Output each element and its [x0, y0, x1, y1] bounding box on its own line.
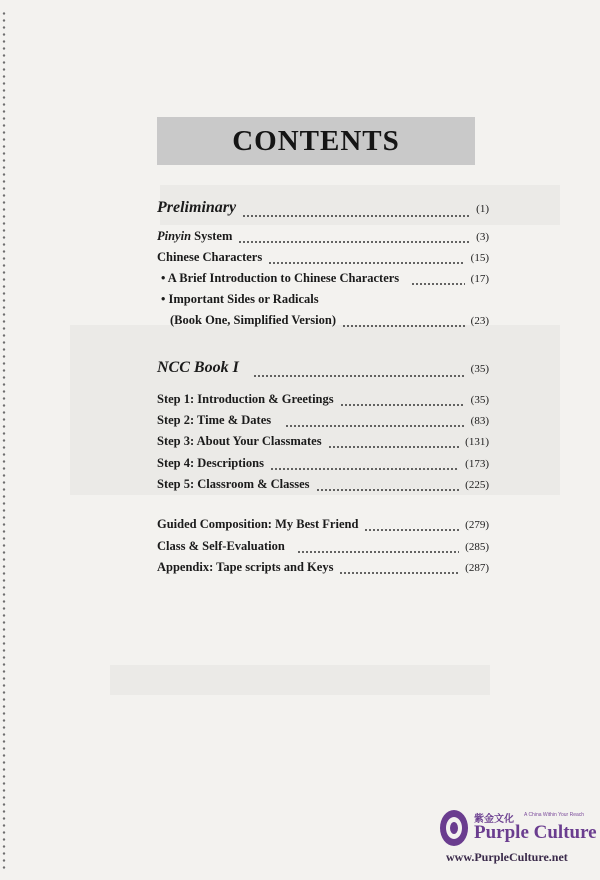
toc-page: (279)	[465, 519, 489, 531]
toc-page: (1)	[476, 203, 489, 215]
dot-leader	[364, 529, 459, 531]
toc-entry-step-2[interactable]	[157, 413, 489, 431]
toc-page: (3)	[476, 231, 489, 243]
toc-label: Step 4: Descriptions	[157, 456, 264, 470]
toc-label: Guided Composition: My Best Friend	[157, 517, 359, 531]
toc-page: (15)	[470, 252, 489, 264]
toc-label-italic: Pinyin	[157, 229, 192, 243]
toc-entry-ncc-book-1[interactable]	[157, 359, 489, 381]
toc-entry-step-1[interactable]	[157, 392, 489, 410]
toc-entry-step-5[interactable]	[157, 477, 489, 495]
toc-page: (131)	[465, 436, 489, 448]
toc-entry-book-one-simplified[interactable]	[170, 313, 489, 331]
dot-leader	[328, 446, 460, 448]
toc-page: (35)	[470, 363, 489, 375]
toc-entry-appendix[interactable]	[157, 560, 489, 578]
toc-label: Step 2: Time & Dates	[157, 413, 272, 427]
toc-entry-self-evaluation[interactable]	[157, 539, 489, 557]
toc-label: Preliminary	[157, 199, 237, 216]
toc-entry-step-3[interactable]	[157, 434, 489, 452]
dot-leader	[316, 489, 460, 491]
toc-page: (287)	[465, 562, 489, 574]
dot-leader	[238, 241, 470, 243]
toc-entry-guided-composition[interactable]	[157, 517, 489, 535]
toc-page: (17)	[470, 273, 489, 285]
toc-entry-preliminary[interactable]	[157, 199, 489, 221]
bleed-through-footer	[110, 665, 490, 695]
toc-page: (35)	[470, 394, 489, 406]
toc-label: Step 1: Introduction & Greetings	[157, 392, 334, 406]
toc-page: (173)	[465, 458, 489, 470]
page-title: CONTENTS	[232, 124, 400, 157]
purple-culture-logo-icon	[438, 808, 470, 852]
dot-leader	[411, 283, 465, 285]
dot-leader	[340, 404, 465, 406]
dot-leader	[270, 468, 459, 470]
binding-perforation	[2, 10, 6, 870]
toc-label: NCC Book I	[157, 359, 239, 376]
dot-leader	[242, 215, 470, 217]
dot-leader	[297, 551, 459, 553]
toc-page: (23)	[470, 315, 489, 327]
watermark-tagline: A China Within Your Reach	[524, 812, 585, 818]
dot-leader	[285, 425, 465, 427]
toc-label: (Book One, Simplified Version)	[170, 313, 336, 327]
toc-page: (225)	[465, 479, 489, 491]
toc-entry-pinyin[interactable]	[157, 229, 489, 247]
purple-culture-watermark	[438, 808, 598, 870]
toc-entry-brief-intro[interactable]	[161, 271, 489, 289]
toc-entry-radicals[interactable]	[161, 292, 489, 310]
toc-label-rest: System	[191, 229, 233, 243]
toc-label: Appendix: Tape scripts and Keys	[157, 560, 334, 574]
toc-label: Class & Self-Evaluation	[157, 539, 285, 553]
dot-leader	[253, 375, 465, 377]
toc-entry-step-4[interactable]	[157, 456, 489, 474]
watermark-url: www.PurpleCulture.net	[446, 850, 568, 864]
contents-title-box	[157, 117, 475, 165]
toc-label: Step 3: About Your Classmates	[157, 434, 322, 448]
toc-label: Chinese Characters	[157, 250, 263, 264]
dot-leader	[268, 262, 464, 264]
toc-page: (285)	[465, 541, 489, 553]
toc-entry-chinese-characters[interactable]	[157, 250, 489, 268]
dot-leader	[342, 325, 465, 327]
toc-label: • A Brief Introduction to Chinese Characters	[161, 271, 400, 285]
watermark-brand-name: Purple Culture	[474, 822, 597, 843]
dot-leader	[339, 572, 459, 574]
toc-page: (83)	[470, 415, 489, 427]
toc-label: • Important Sides or Radicals	[161, 292, 319, 306]
toc-label	[157, 229, 232, 244]
toc-label: Step 5: Classroom & Classes	[157, 477, 310, 491]
watermark-chinese-name: 紫金文化	[474, 814, 514, 825]
